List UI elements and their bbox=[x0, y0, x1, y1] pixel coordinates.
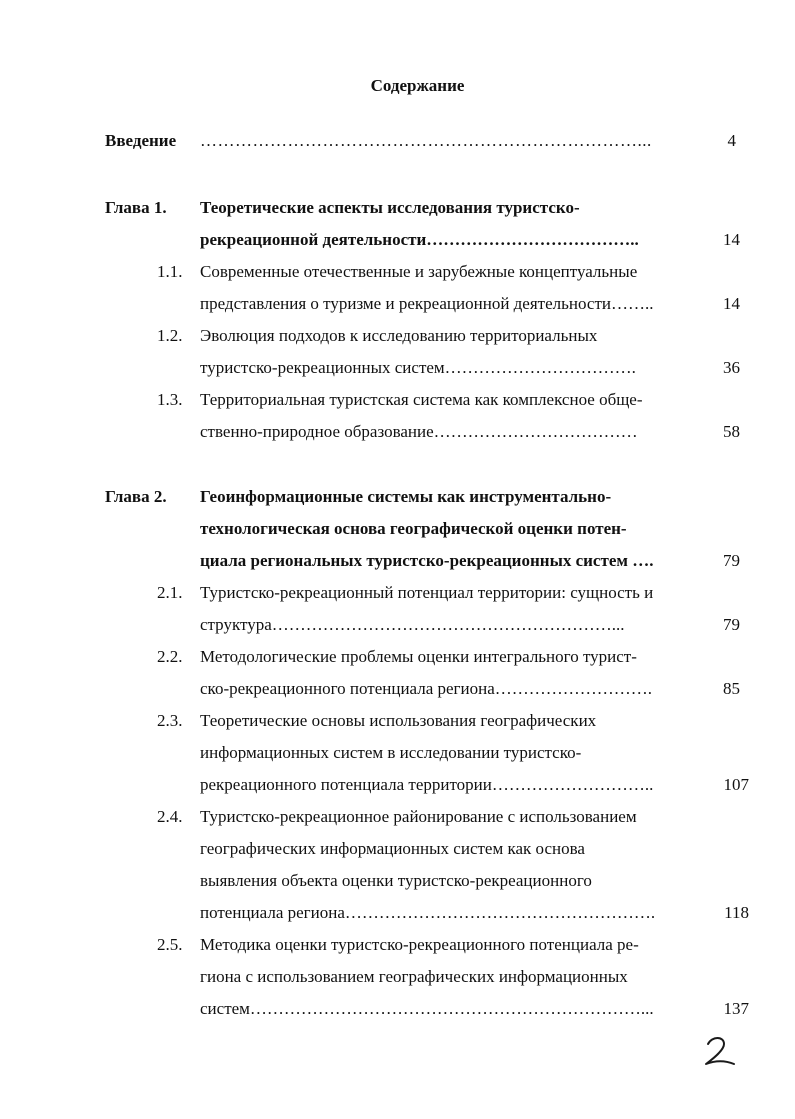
chapter2-page-number: 79 bbox=[723, 551, 740, 570]
section-2-4-line1: Туристско-рекреационное районирование с использованием bbox=[200, 807, 637, 826]
section-2-4-line4: потенциала региона………………………………………………. bbox=[200, 903, 656, 922]
chapter2-label: Глава 2. bbox=[105, 487, 167, 506]
chapter2-title-line2: технологическая основа географической оценки потен- bbox=[200, 519, 627, 538]
chapter1-title-line1: Теоретические аспекты исследования туристско- bbox=[200, 198, 580, 217]
intro-label: Введение bbox=[105, 131, 177, 150]
section-2-2-line1: Методологические проблемы оценки интегрального турист- bbox=[200, 647, 637, 666]
chapter1-title-line2: рекреационной деятельности……………………………….. bbox=[200, 230, 639, 249]
section-2-3-line3: рекреационного потенциала территории……………………….. bbox=[200, 775, 654, 794]
section-1-3-page-number: 58 bbox=[723, 422, 740, 441]
section-1-3-line1: Территориальная туристская система как комплексное обще- bbox=[200, 390, 643, 409]
chapter2-title-line3: циала региональных туристско-рекреационных систем …. bbox=[200, 551, 654, 570]
page-title: Содержание bbox=[370, 76, 465, 95]
section-2-4-line2: географических информационных систем как основа bbox=[200, 839, 585, 858]
section-1-1-line1: Современные отечественные и зарубежные концептуальные bbox=[200, 262, 638, 281]
section-2-3-number: 2.3. bbox=[157, 711, 183, 730]
section-2-2-number: 2.2. bbox=[157, 647, 183, 666]
handwritten-page-number bbox=[700, 1030, 740, 1070]
section-1-2-number: 1.2. bbox=[157, 326, 183, 345]
section-2-5-page-number: 137 bbox=[723, 999, 749, 1018]
section-2-5-line3: систем……………………………………………………………... bbox=[200, 999, 654, 1018]
section-1-1-number: 1.1. bbox=[157, 262, 183, 281]
section-2-5-line1: Методика оценки туристско-рекреационного потенциала ре- bbox=[200, 935, 639, 954]
section-2-2-line2: ско-рекреационного потенциала региона………………………. bbox=[200, 679, 653, 698]
section-2-1-line1: Туристско-рекреационный потенциал территории: сущность и bbox=[200, 583, 654, 602]
section-1-2-page-number: 36 bbox=[723, 358, 740, 377]
section-2-4-number: 2.4. bbox=[157, 807, 183, 826]
section-2-1-number: 2.1. bbox=[157, 583, 183, 602]
chapter2-title-line1: Геоинформационные системы как инструментально- bbox=[200, 487, 612, 506]
section-1-1-line2: представления о туризме и рекреационной деятельности…….. bbox=[200, 294, 654, 313]
section-1-1-page-number: 14 bbox=[723, 294, 740, 313]
intro-page-number: 4 bbox=[727, 131, 736, 150]
section-1-3-number: 1.3. bbox=[157, 390, 183, 409]
section-1-2-line1: Эволюция подходов к исследованию территориальных bbox=[200, 326, 598, 345]
section-2-1-line2: структура……………………………………………………... bbox=[200, 615, 625, 634]
section-2-5-number: 2.5. bbox=[157, 935, 183, 954]
section-2-3-page-number: 107 bbox=[723, 775, 749, 794]
section-2-1-page-number: 79 bbox=[723, 615, 740, 634]
section-2-2-page-number: 85 bbox=[723, 679, 740, 698]
section-2-3-line2: информационных систем в исследовании туристско- bbox=[200, 743, 582, 762]
section-2-3-line1: Теоретические основы использования географических bbox=[200, 711, 597, 730]
intro-dots: …………………………………………………………………... bbox=[200, 131, 652, 150]
section-1-3-line2: ственно-природное образование……………………………… bbox=[200, 422, 638, 441]
section-2-4-line3: выявления объекта оценки туристско-рекреационного bbox=[200, 871, 592, 890]
chapter1-label: Глава 1. bbox=[105, 198, 167, 217]
section-2-4-page-number: 118 bbox=[724, 903, 749, 922]
chapter1-page-number: 14 bbox=[723, 230, 740, 249]
section-1-2-line2: туристско-рекреационных систем……………………………. bbox=[200, 358, 636, 377]
section-2-5-line2: гиона с использованием географических информационных bbox=[200, 967, 628, 986]
